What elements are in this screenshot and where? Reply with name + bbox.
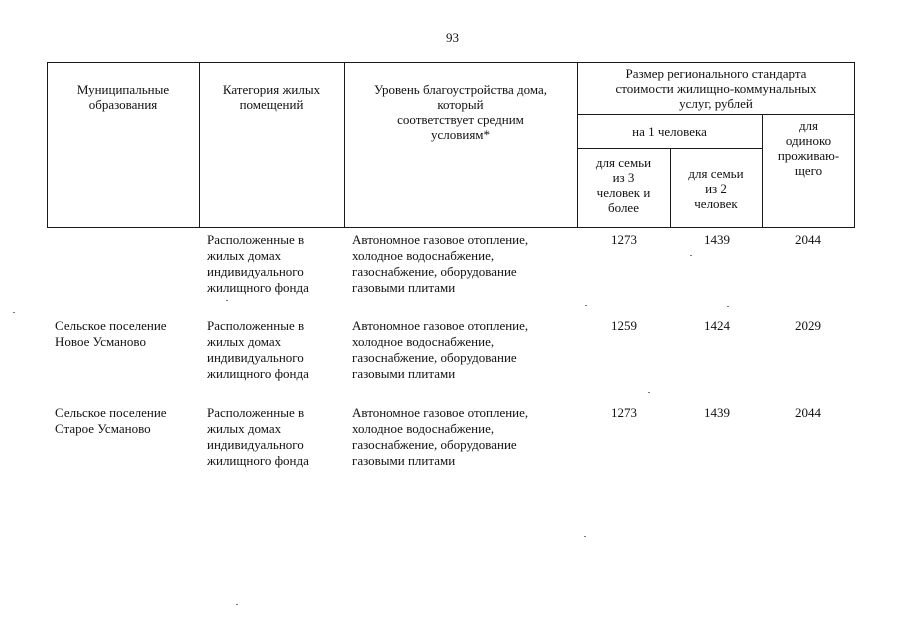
header-single: для одиноко проживаю- щего: [777, 118, 840, 178]
scan-speck: [584, 536, 586, 537]
row-level: Автономное газовое отопление, холодное водоснабжение, газоснабжение, оборудование газовыми плитами: [352, 232, 529, 295]
divider-standard-sub: [577, 114, 855, 115]
row-municipality: Сельское поселение Старое Усманово: [55, 405, 167, 436]
header-standard: Размер регионального стандарта стоимости жилищно-коммунальных услуг, рублей: [615, 66, 817, 111]
scan-speck: [226, 300, 228, 301]
scan-speck: [236, 604, 238, 605]
header-level: Уровень благоустройства дома, который соответствует средним условиям*: [373, 82, 548, 142]
row-family2-value: 1439: [704, 232, 730, 247]
scan-speck: [648, 392, 650, 393]
row-single-value: 2044: [795, 405, 821, 420]
table-header: [47, 62, 855, 228]
row-category: Расположенные в жилых домах индивидуального жилищного фонда: [207, 318, 309, 381]
row-family3-value: 1259: [611, 318, 637, 333]
row-family3-value: 1273: [611, 232, 637, 247]
row-level: Автономное газовое отопление, холодное водоснабжение, газоснабжение, оборудование газовыми плитами: [352, 405, 529, 468]
scan-speck: [13, 312, 15, 313]
row-single-value: 2044: [795, 232, 821, 247]
scan-speck: [585, 305, 587, 306]
scan-speck: [690, 255, 692, 256]
row-family3-value: 1273: [611, 405, 637, 420]
header-per-person: на 1 человека: [632, 124, 707, 139]
header-municipality: Муниципальные образования: [76, 82, 170, 112]
header-top-border: [47, 62, 855, 63]
row-municipality: Сельское поселение Новое Усманово: [55, 318, 167, 349]
header-family2: для семьи из 2 человек: [688, 166, 744, 211]
page-number: 93: [446, 30, 459, 45]
row-single-value: 2029: [795, 318, 821, 333]
row-category: Расположенные в жилых домах индивидуального жилищного фонда: [207, 232, 309, 295]
header-category: Категория жилых помещений: [222, 82, 321, 112]
header-family3: для семьи из 3 человек и более: [595, 155, 652, 215]
row-category: Расположенные в жилых домах индивидуального жилищного фонда: [207, 405, 309, 468]
row-family2-value: 1424: [704, 318, 730, 333]
header-bottom-border: [47, 227, 855, 228]
row-family2-value: 1439: [704, 405, 730, 420]
scan-speck: [727, 306, 729, 307]
row-level: Автономное газовое отопление, холодное водоснабжение, газоснабжение, оборудование газовыми плитами: [352, 318, 529, 381]
